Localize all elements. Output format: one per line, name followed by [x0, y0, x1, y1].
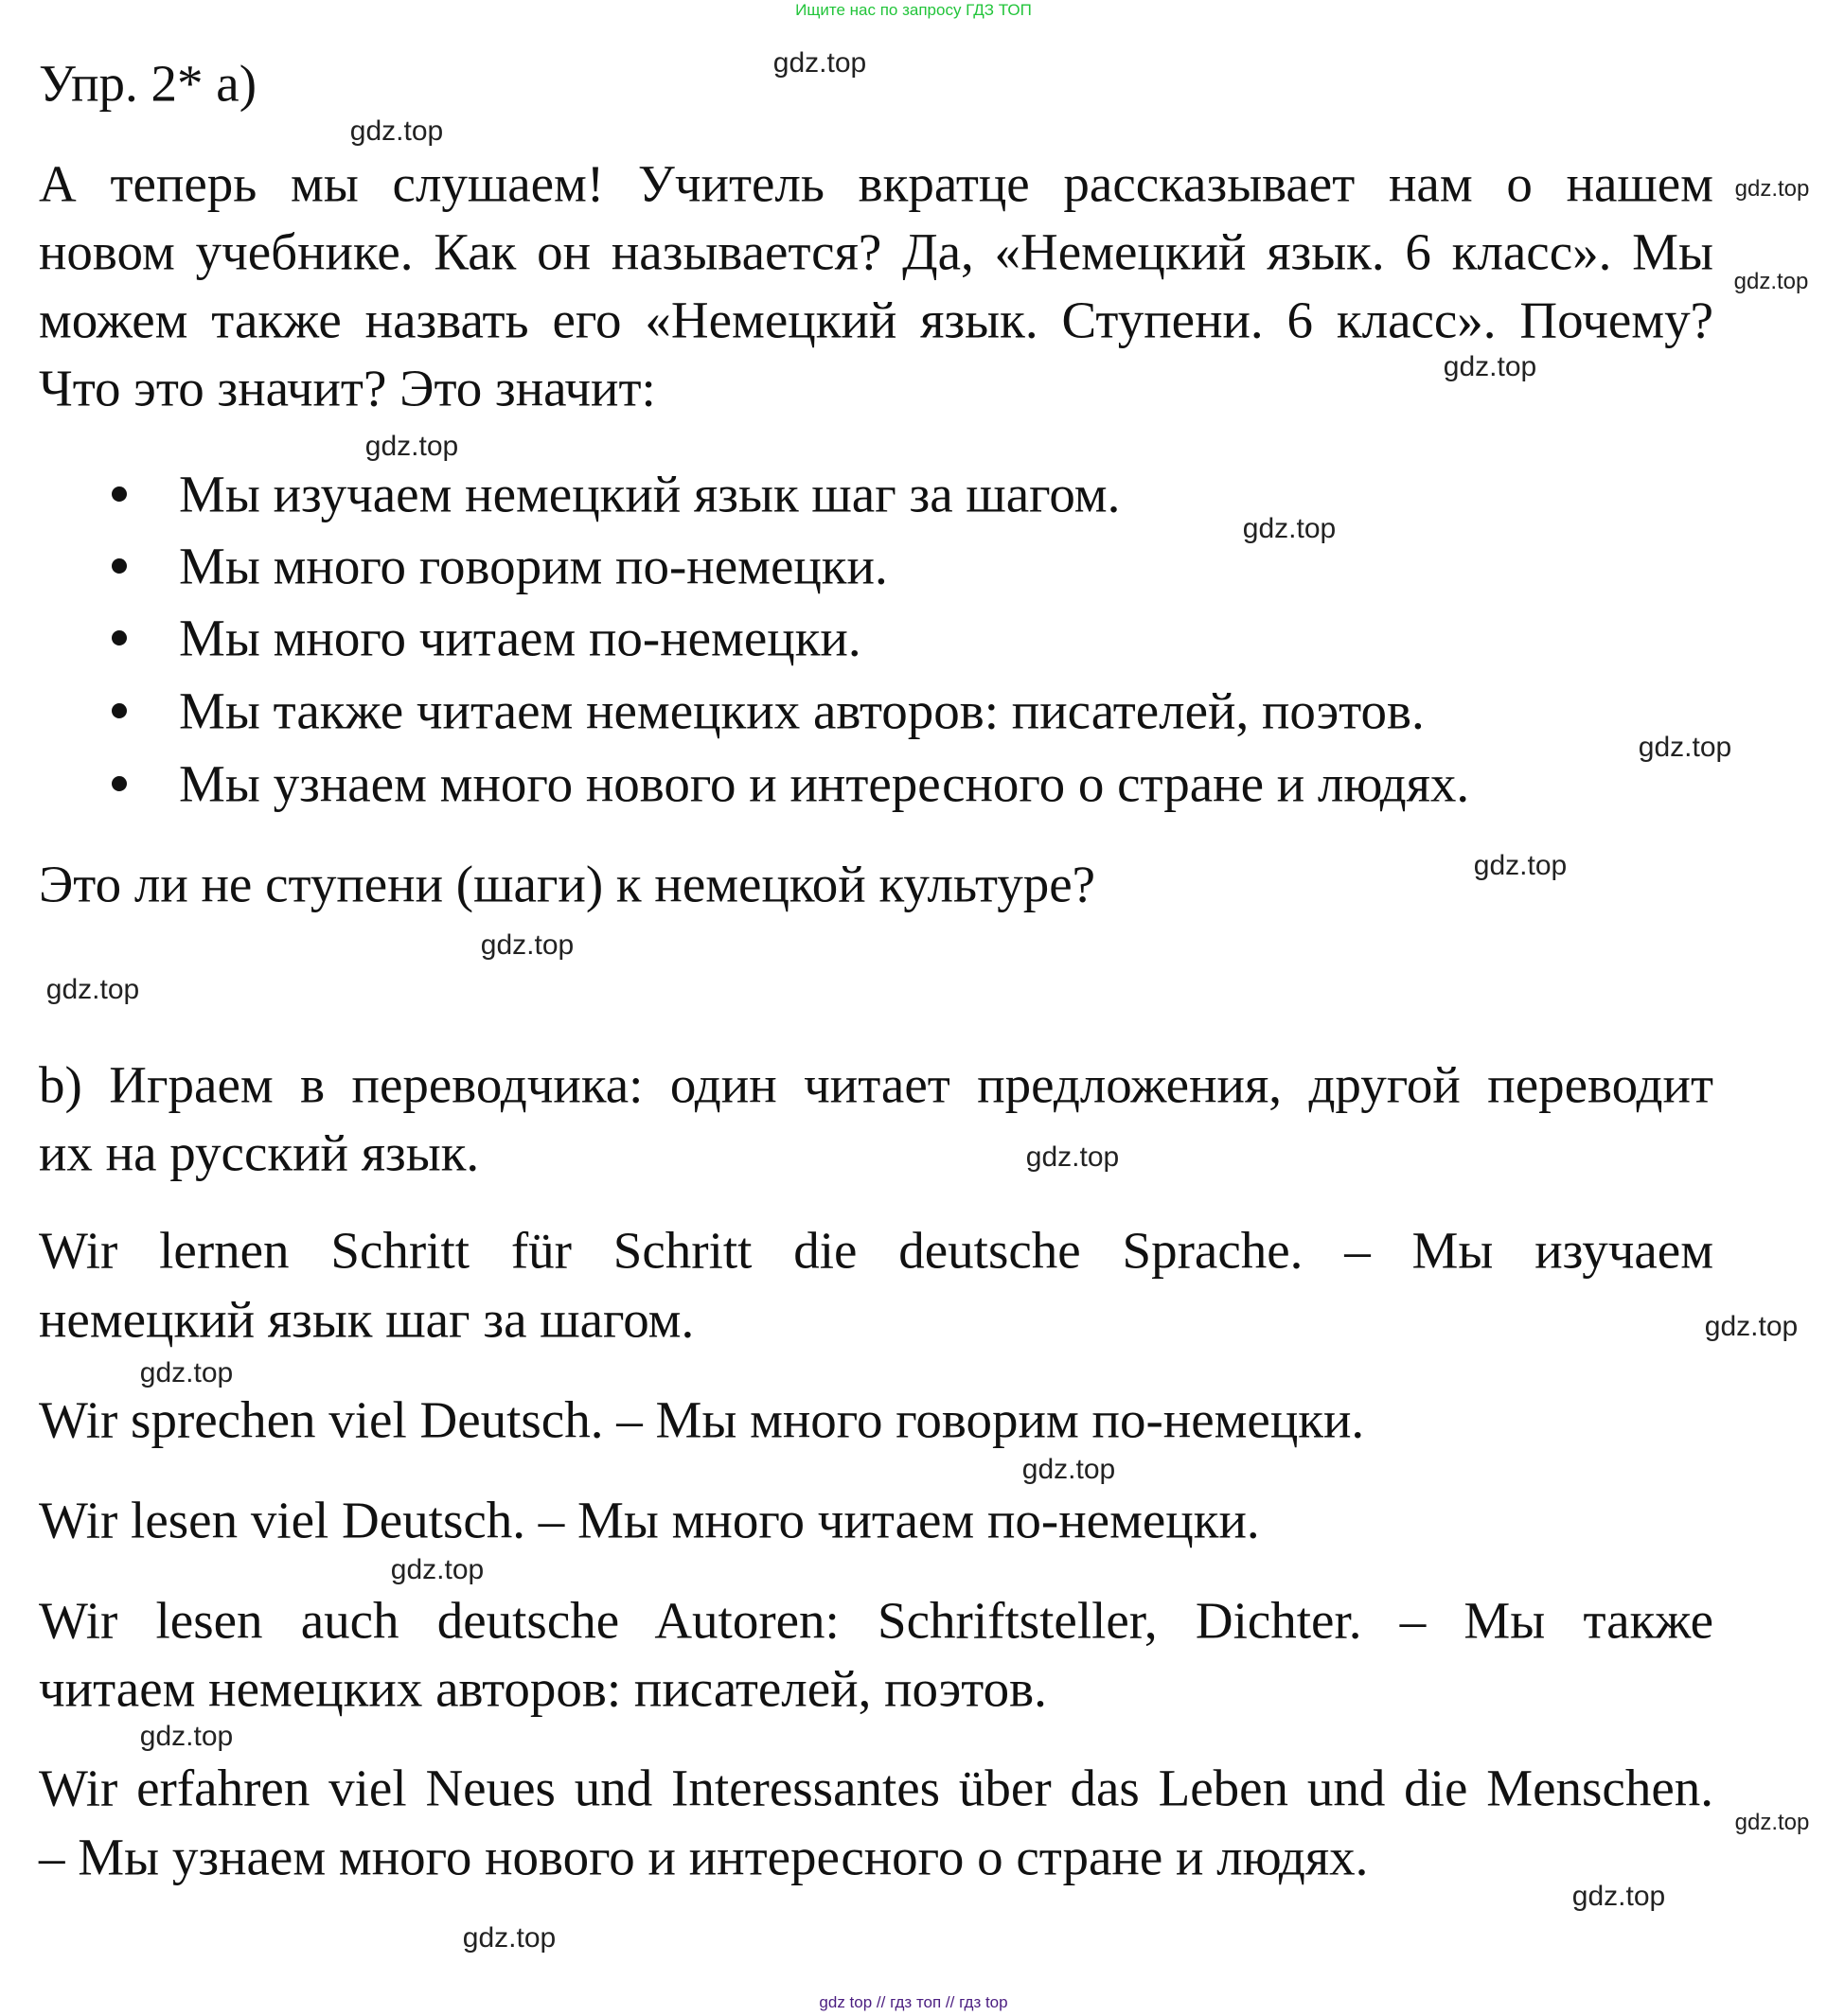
paragraph-line: b) Играем в переводчика: один читает предложения, другой переводит	[39, 1055, 1713, 1114]
watermark: gdz.top	[480, 929, 575, 961]
watermark: gdz.top	[1733, 269, 1809, 294]
watermark: gdz.top	[1242, 513, 1337, 544]
bullet-icon	[112, 486, 127, 502]
translation-line: Wir sprechen viel Deutsch. – Мы много говорим по-немецки.	[39, 1390, 1365, 1449]
watermark: gdz.top	[139, 1357, 234, 1388]
watermark: gdz.top	[349, 115, 444, 147]
bullet-icon	[112, 776, 127, 791]
watermark: gdz.top	[1571, 1881, 1666, 1912]
list-item: Мы также читаем немецких авторов: писателей, поэтов.	[179, 681, 1425, 740]
paragraph-line: А теперь мы слушаем! Учитель вкратце рассказывает нам о нашем	[39, 154, 1713, 213]
paragraph-line: их на русский язык.	[39, 1123, 480, 1182]
watermark: gdz.top	[772, 47, 867, 79]
watermark: gdz.top	[1734, 176, 1810, 202]
watermark: gdz.top	[1734, 1810, 1810, 1835]
translation-line: Wir lernen Schritt für Schritt die deutsche Sprache. – Мы изучаем	[39, 1221, 1713, 1280]
bullet-icon	[112, 630, 127, 645]
bullet-icon	[112, 703, 127, 718]
translation-line: читаем немецких авторов: писателей, поэтов.	[39, 1659, 1047, 1718]
list-item: Мы узнаем много нового и интересного о стране и людях.	[179, 754, 1470, 813]
watermark: gdz.top	[1704, 1311, 1799, 1342]
translation-line: немецкий язык шаг за шагом.	[39, 1290, 695, 1349]
watermark: gdz.top	[1443, 351, 1537, 382]
watermark: gdz.top	[1025, 1141, 1120, 1173]
bullet-icon	[112, 558, 127, 574]
list-item: Мы изучаем немецкий язык шаг за шагом.	[179, 465, 1121, 523]
watermark: gdz.top	[45, 974, 140, 1005]
watermark: gdz.top	[364, 431, 459, 462]
paragraph-line: Что это значит? Это значит:	[39, 359, 656, 417]
paragraph-line: новом учебнике. Как он называется? Да, «Немецкий язык. 6 класс». Мы	[39, 222, 1713, 281]
paragraph-line: можем также назвать его «Немецкий язык. Ступени. 6 класс». Почему?	[39, 291, 1713, 349]
question-line: Это ли не ступени (шаги) к немецкой культуре?	[39, 855, 1096, 913]
translation-line: Wir lesen auch deutsche Autoren: Schriftsteller, Dichter. – Мы также	[39, 1591, 1713, 1650]
list-item: Мы много читаем по-немецки.	[179, 609, 861, 667]
translation-line: – Мы узнаем много нового и интересного о стране и людях.	[39, 1828, 1369, 1886]
header-banner: Ищите нас по запросу ГДЗ ТОП	[795, 1, 1032, 19]
exercise-title: Упр. 2* а)	[39, 54, 257, 113]
list-item: Мы много говорим по-немецки.	[179, 537, 888, 595]
watermark: gdz.top	[462, 1922, 557, 1954]
watermark: gdz.top	[1021, 1454, 1116, 1485]
watermark: gdz.top	[139, 1721, 234, 1752]
watermark: gdz.top	[1638, 732, 1732, 763]
translation-line: Wir erfahren viel Neues und Interessantes über das Leben und die Menschen.	[39, 1759, 1713, 1817]
watermark: gdz.top	[1473, 850, 1568, 881]
watermark: gdz.top	[390, 1554, 485, 1585]
footer-banner: gdz top // гдз топ // гдз top	[819, 1993, 1008, 2011]
translation-line: Wir lesen viel Deutsch. – Мы много читаем по-немецки.	[39, 1491, 1260, 1549]
